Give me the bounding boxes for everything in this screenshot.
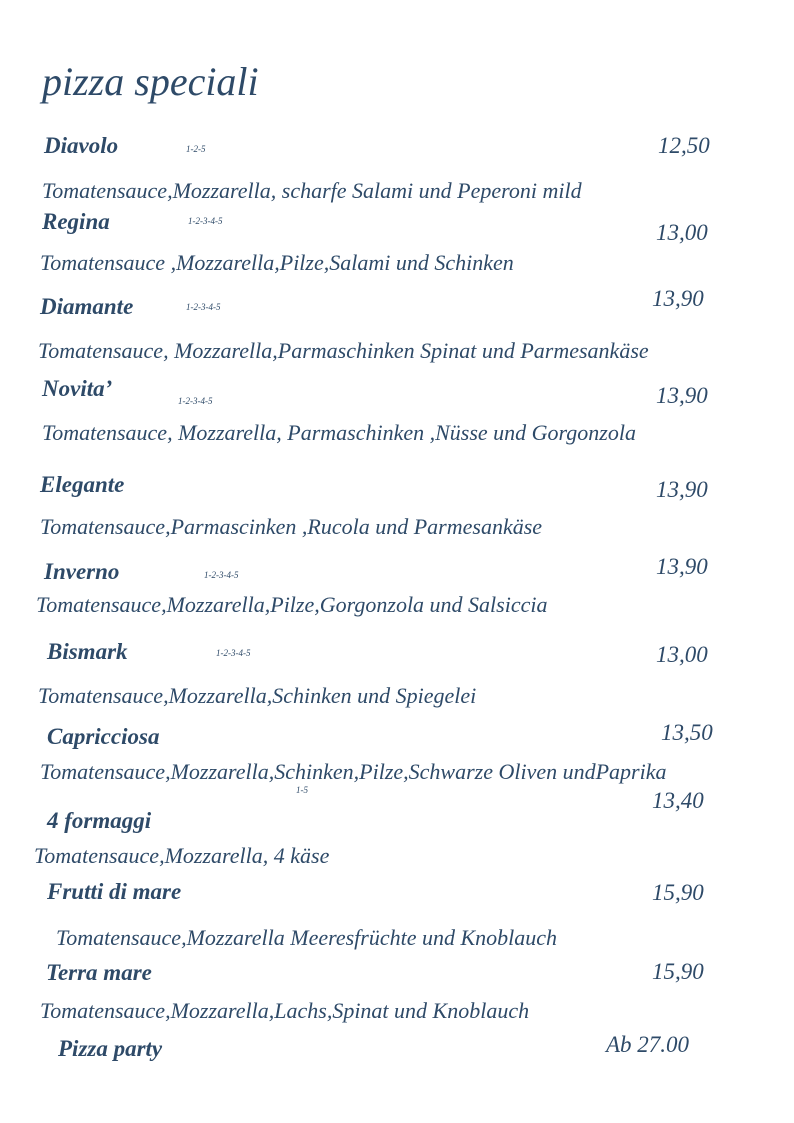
item-allergens-diamante: 1-2-3-4-5 (186, 302, 221, 312)
item-description-frutti-di-mare: Tomatensauce,Mozzarella Meeresfrüchte und Knoblauch (56, 925, 558, 950)
item-price-diamante: 13,90 (652, 286, 704, 311)
item-allergens-capricciosa: 1-5 (296, 785, 308, 795)
item-name-novita: Novita’ (42, 376, 113, 401)
item-description-regina: Tomatensauce ,Mozzarella,Pilze,Salami und Schinken (40, 250, 514, 275)
item-description-terra-mare: Tomatensauce,Mozzarella,Lachs,Spinat und Knoblauch (40, 998, 530, 1023)
item-name-4-formaggi: 4 formaggi (47, 808, 152, 833)
item-name-regina: Regina (42, 209, 110, 234)
item-description-novita: Tomatensauce, Mozzarella, Parmaschinken ,Nüsse und Gorgonzola (42, 420, 636, 445)
item-allergens-inverno: 1-2-3-4-5 (204, 570, 239, 580)
item-price-novita: 13,90 (656, 383, 708, 408)
item-description-4-formaggi: Tomatensauce,Mozzarella, 4 käse (34, 843, 330, 868)
item-price-terra-mare: 15,90 (652, 959, 704, 984)
item-price-elegante: 13,90 (656, 477, 708, 502)
item-price-diavolo: 12,50 (658, 133, 710, 158)
item-price-4-formaggi: 13,40 (652, 788, 704, 813)
item-description-capricciosa: Tomatensauce,Mozzarella,Schinken,Pilze,Schwarze Oliven undPaprika (40, 759, 667, 784)
item-description-inverno: Tomatensauce,Mozzarella,Pilze,Gorgonzola und Salsiccia (36, 592, 548, 617)
item-price-inverno: 13,90 (656, 554, 708, 579)
item-name-pizza-party: Pizza party (58, 1036, 163, 1061)
item-name-diamante: Diamante (40, 294, 134, 319)
item-price-frutti-di-mare: 15,90 (652, 880, 704, 905)
item-allergens-regina: 1-2-3-4-5 (188, 216, 223, 226)
menu-title: pizza speciali (42, 59, 259, 104)
item-name-diavolo: Diavolo (44, 133, 119, 158)
item-allergens-diavolo: 1-2-5 (186, 144, 206, 154)
item-price-bismark: 13,00 (656, 642, 708, 667)
item-price-regina: 13,00 (656, 220, 708, 245)
item-name-frutti-di-mare: Frutti di mare (47, 879, 182, 904)
item-name-terra-mare: Terra mare (46, 960, 152, 985)
item-description-bismark: Tomatensauce,Mozzarella,Schinken und Spiegelei (38, 683, 477, 708)
item-name-inverno: Inverno (44, 559, 120, 584)
item-description-elegante: Tomatensauce,Parmascinken ,Rucola und Parmesankäse (40, 514, 543, 539)
item-name-bismark: Bismark (47, 639, 128, 664)
item-allergens-novita: 1-2-3-4-5 (178, 396, 213, 406)
item-description-diavolo: Tomatensauce,Mozzarella, scharfe Salami und Peperoni mild (42, 178, 582, 203)
item-name-capricciosa: Capricciosa (47, 724, 160, 749)
item-allergens-bismark: 1-2-3-4-5 (216, 648, 251, 658)
item-name-elegante: Elegante (40, 472, 125, 497)
item-description-diamante: Tomatensauce, Mozzarella,Parmaschinken Spinat und Parmesankäse (38, 338, 649, 363)
item-price-pizza-party: Ab 27.00 (606, 1032, 690, 1057)
item-price-capricciosa: 13,50 (661, 720, 713, 745)
